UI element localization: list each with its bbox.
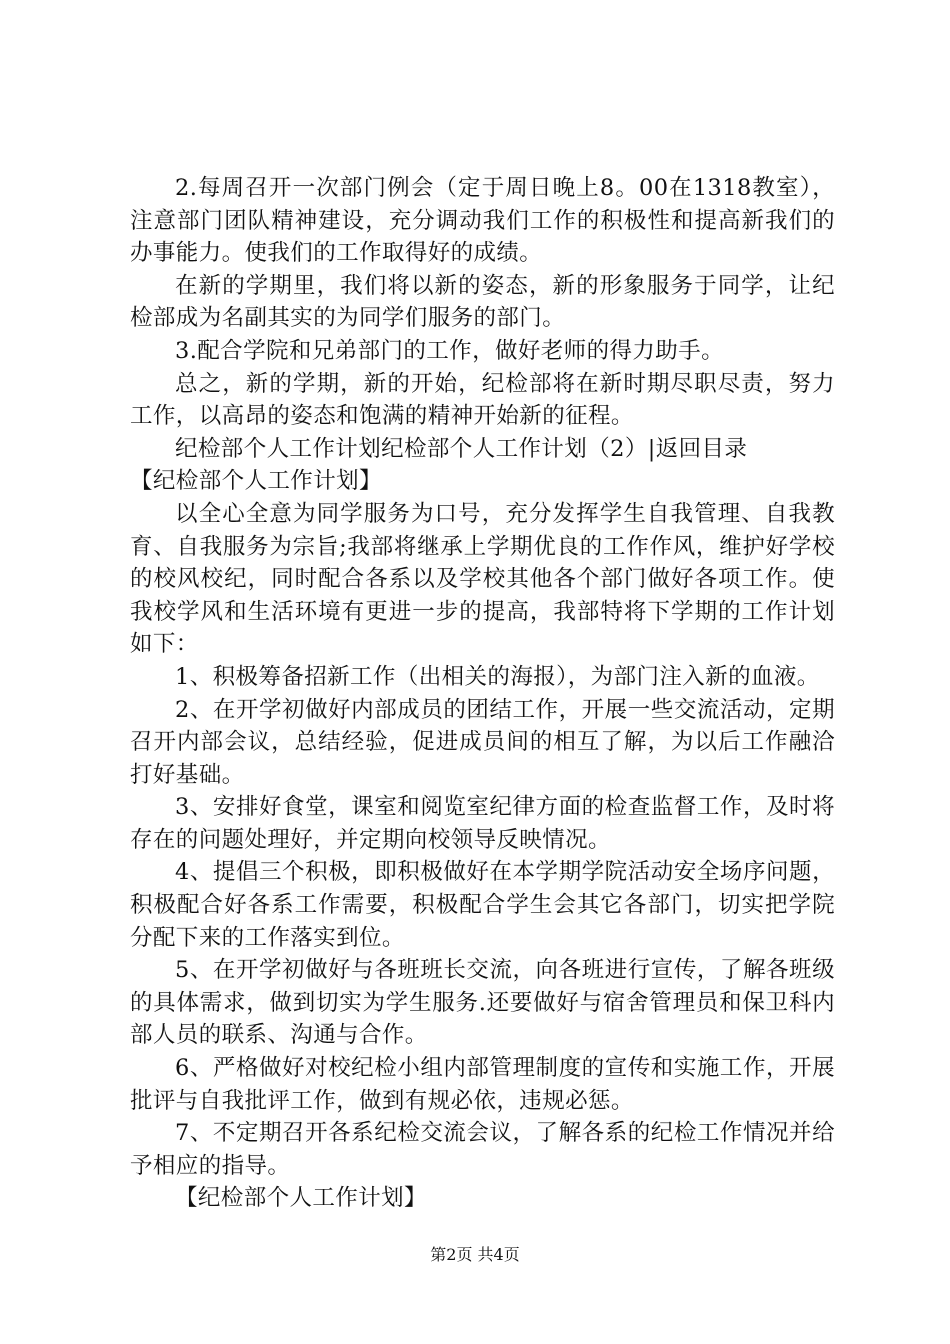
list-item-7: 7、不定期召开各系纪检交流会议，了解各系的纪检工作情况并给予相应的指导。 <box>130 1120 835 1179</box>
document-body <box>130 172 835 1215</box>
paragraph-weekly-meeting: 2.每周召开一次部门例会（定于周日晚上8。00在1318教室），注意部门团队精神建设，充分调动我们工作的积极性和提高新我们的办事能力。使我们的工作取得好的成绩。 <box>130 175 835 267</box>
paragraph-cooperation: 3.配合学院和兄弟部门的工作，做好老师的得力助手。 <box>175 337 724 364</box>
list-item-5: 5、在开学初做好与各班班长交流，向各班进行宣传，了解各班级的具体需求，做到切实为学生服务.还要做好与宿舍管理员和保卫科内部人员的联系、沟通与合作。 <box>130 957 835 1049</box>
list-item-3: 3、安排好食堂，课室和阅览室纪律方面的检查监督工作，及时将存在的问题处理好，并定期向校领导反映情况。 <box>130 794 835 853</box>
paragraph-section-title: 【纪检部个人工作计划】 <box>130 468 382 495</box>
list-item-1: 1、积极筹备招新工作（出相关的海报），为部门注入新的血液。 <box>175 663 820 690</box>
list-item-6: 6、严格做好对校纪检小组内部管理制度的宣传和实施工作，开展批评与自我批评工作，做到有规必依，违规必惩。 <box>130 1055 835 1114</box>
list-item-2: 2、在开学初做好内部成员的团结工作，开展一些交流活动，定期召开内部会议，总结经验，促进成员间的相互了解，为以后工作融洽打好基础。 <box>130 696 835 788</box>
paragraph-section-link: 纪检部个人工作计划纪检部个人工作计划（2）|返回目录 <box>175 435 748 462</box>
paragraph-closing-title: 【纪检部个人工作计划】 <box>175 1185 427 1212</box>
paragraph-new-semester: 在新的学期里，我们将以新的姿态，新的形象服务于同学，让纪检部成为名副其实的为同学们服务的部门。 <box>130 272 835 332</box>
list-item-4: 4、提倡三个积极，即积极做好在本学期学院活动安全场序问题，积极配合好各系工作需要，积极配合学生会其它各部门，切实把学院分配下来的工作落实到位。 <box>130 859 835 951</box>
paragraph-intro: 以全心全意为同学服务为口号，充分发挥学生自我管理、自我教育、自我服务为宗旨;我部将继承上学期优良的工作作风，维护好学校的校风校纪，同时配合各系以及学校其他各个部门做好各项工作。使我校学风和生活环境有更进一步的提高，我部特将下学期的工作计划如下： <box>130 500 835 658</box>
page-number-footer: 第2页 共4页 <box>430 1245 520 1264</box>
paragraph-summary: 总之，新的学期，新的开始，纪检部将在新时期尽职尽责，努力工作，以高昂的姿态和饱满的精神开始新的征程。 <box>130 370 835 430</box>
